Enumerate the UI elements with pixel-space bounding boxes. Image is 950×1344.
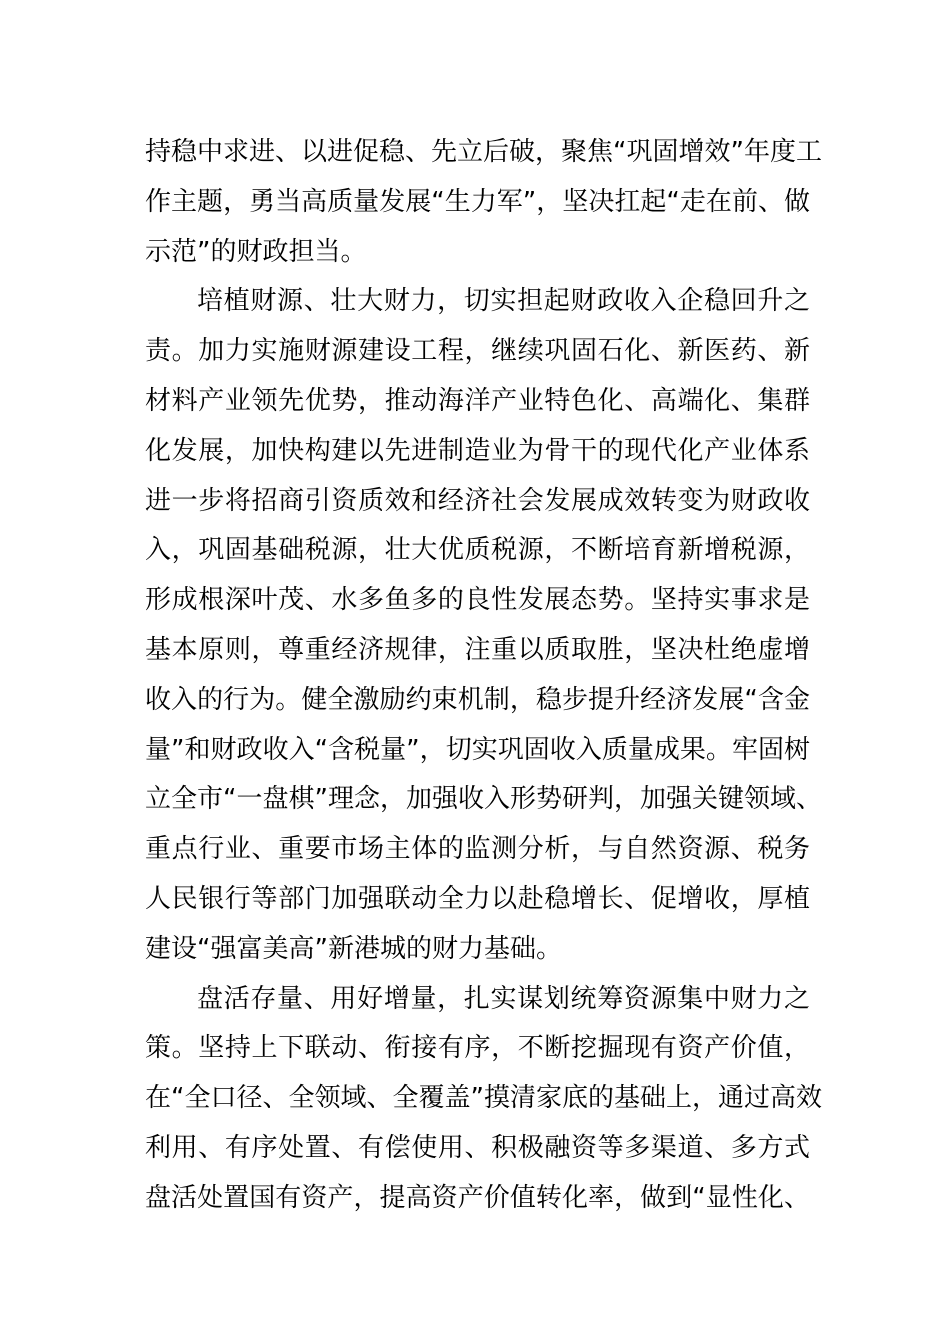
text-line: 收入的行为。健全激励约束机制，稳步提升经济发展“含金 bbox=[145, 684, 810, 715]
text-line: 进一步将招商引资质效和经济社会发展成效转变为财政收 bbox=[145, 485, 810, 516]
text-line: 盘活处置国有资产，提高资产价值转化率，做到“显性化、 bbox=[145, 1182, 810, 1213]
text-line: 培植财源、壮大财力，切实担起财政收入企稳回升之 bbox=[197, 286, 810, 317]
text-line: 责。加力实施财源建设工程，继续巩固石化、新医药、新 bbox=[145, 336, 810, 367]
text-line: 形成根深叶茂、水多鱼多的良性发展态势。坚持实事求是 bbox=[145, 585, 810, 616]
text-line: 盘活存量、用好增量，扎实谋划统筹资源集中财力之 bbox=[197, 983, 810, 1014]
text-line: 作主题，勇当高质量发展“生力军”，坚决扛起“走在前、做 bbox=[145, 186, 810, 217]
text-line: 建设“强富美高”新港城的财力基础。 bbox=[145, 933, 562, 964]
text-line: 持稳中求进、以进促稳、先立后破，聚焦“巩固增效”年度工 bbox=[145, 137, 822, 167]
text-line: 立全市“一盘棋”理念，加强收入形势研判，加强关键领域、 bbox=[145, 784, 822, 815]
text-line: 化发展，加快构建以先进制造业为骨干的现代化产业体系 bbox=[145, 435, 810, 466]
text-line: 在“全口径、全领域、全覆盖”摸清家底的基础上，通过高效 bbox=[145, 1083, 822, 1114]
body-text bbox=[145, 128, 822, 1224]
text-line: 利用、有序处置、有偿使用、积极融资等多渠道、多方式 bbox=[145, 1132, 810, 1163]
text-line: 入，巩固基础税源，壮大优质税源，不断培育新增税源， bbox=[145, 535, 810, 566]
text-line: 示范”的财政担当。 bbox=[145, 236, 367, 267]
text-line: 人民银行等部门加强联动全力以赴稳增长、促增收，厚植 bbox=[145, 883, 810, 914]
text-line: 重点行业、重要市场主体的监测分析，与自然资源、税务 bbox=[145, 834, 810, 865]
text-line: 策。坚持上下联动、衔接有序，不断挖掘现有资产价值， bbox=[145, 1033, 810, 1064]
text-line: 基本原则，尊重经济规律，注重以质取胜，坚决杜绝虚增 bbox=[145, 634, 810, 665]
text-line: 量”和财政收入“含税量”，切实巩固收入质量成果。牢固树 bbox=[145, 734, 810, 765]
text-line: 材料产业领先优势，推动海洋产业特色化、高端化、集群 bbox=[145, 385, 810, 416]
